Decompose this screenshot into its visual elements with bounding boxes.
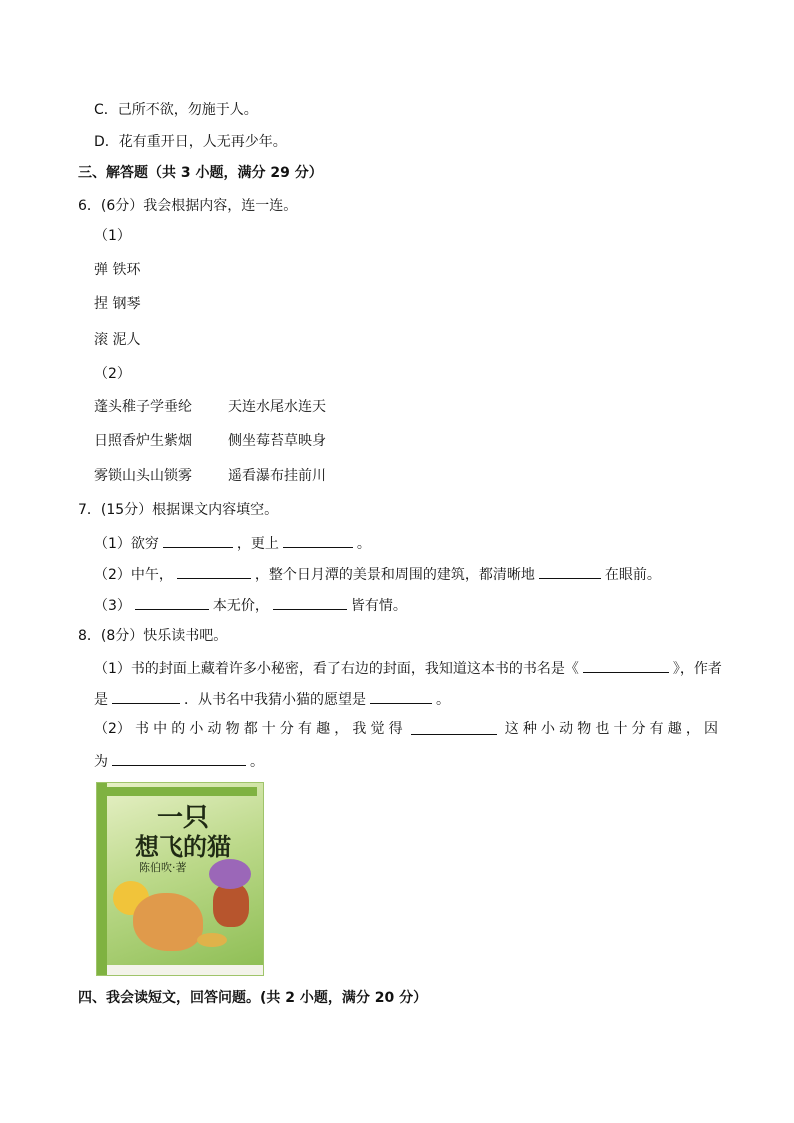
q6-part1-item: 滚 泥人 (94, 332, 141, 348)
text: 。 (436, 692, 450, 708)
q8-line-2 (94, 689, 450, 709)
q7-stem: 7．(15分）根据课文内容填空。 (78, 502, 279, 518)
q6-part2-left: 蓬头稚子学垂纶 (94, 399, 192, 415)
text: 在眼前。 (604, 567, 661, 583)
text: （2）中午， (94, 567, 173, 583)
text: 小 (541, 721, 555, 737)
cover-spine (97, 783, 107, 975)
cover-title-line-2: 想飞的猫 (135, 833, 231, 861)
text: 种 (522, 721, 537, 737)
text: 也 (595, 721, 610, 737)
q7-line-1 (94, 533, 371, 553)
text: 是 (94, 692, 108, 708)
text: 物 (577, 721, 592, 737)
answer-blank[interactable] (539, 564, 601, 579)
text: 本无价， (212, 598, 269, 614)
text: 中 (153, 721, 168, 737)
answer-blank[interactable] (283, 533, 353, 548)
text: 有 (298, 721, 313, 737)
q8-stem: 8．(8分）快乐读书吧。 (78, 628, 228, 644)
cover-author: 陈伯吹·著 (139, 861, 187, 874)
text: 趣 (667, 721, 682, 737)
answer-blank[interactable] (273, 595, 347, 610)
leaf-illustration (197, 933, 227, 947)
text: 都 (243, 721, 258, 737)
text: 。 (250, 754, 264, 770)
text: 动 (207, 721, 222, 737)
text: 》，作者 (672, 661, 722, 677)
text: 物 (225, 721, 240, 737)
text: ， (685, 721, 700, 737)
text: ，整个日月潭的美景和周围的建筑，都清晰地 (254, 567, 535, 583)
text: ，更上 (236, 536, 279, 552)
text: 有 (649, 721, 664, 737)
cat-illustration (133, 893, 203, 951)
text: 的 (171, 721, 186, 737)
cover-bottom-strip (107, 965, 263, 975)
answer-blank[interactable] (112, 751, 246, 766)
q6-stem: 6．(6分）我会根据内容，连一连。 (78, 198, 298, 214)
q8-line-4 (94, 751, 264, 771)
text: ， (334, 721, 349, 737)
cover-title-line-1: 一只 (157, 803, 210, 833)
answer-blank[interactable] (583, 658, 669, 673)
q6-part2-right: 遥看瀑布挂前川 (228, 468, 326, 484)
text: 为 (94, 754, 108, 770)
option-d: D．花有重开日，人无再少年。 (94, 134, 287, 150)
text: ．从书名中我猜小猫的愿望是 (184, 692, 366, 708)
text: 因 (703, 721, 718, 737)
answer-blank[interactable] (163, 533, 233, 548)
text: 我 (352, 721, 367, 737)
q6-part1-item: 捏 钢琴 (94, 296, 141, 312)
q6-part2-right: 侧坐莓苔草映身 (228, 433, 326, 449)
answer-blank[interactable] (370, 689, 432, 704)
cover-top-banner (107, 787, 257, 796)
q6-part2-label: （2） (94, 366, 131, 382)
text: （2） (94, 721, 131, 737)
q8-line-1 (94, 658, 722, 678)
text: （1）书的封面上藏着许多小秘密，看了右边的封面，我知道这本书的书名是《 (94, 661, 579, 677)
text: 皆有情。 (350, 598, 407, 614)
text: 这 (504, 721, 519, 737)
answer-blank[interactable] (135, 595, 209, 610)
answer-blank[interactable] (177, 564, 251, 579)
q6-part2-right: 天连水尾水连天 (228, 399, 326, 415)
text: 小 (189, 721, 204, 737)
text: 书 (135, 721, 150, 737)
q6-part1-item: 弹 铁环 (94, 262, 141, 278)
answer-blank[interactable] (112, 689, 180, 704)
option-c: C．己所不欲，勿施于人。 (94, 102, 258, 118)
rooster-illustration (213, 883, 249, 927)
q7-line-2 (94, 564, 661, 584)
q6-part2-left: 雾锁山头山锁雾 (94, 468, 192, 484)
text: 分 (631, 721, 646, 737)
text: 十 (261, 721, 276, 737)
text: 趣 (316, 721, 331, 737)
text: （3） (94, 598, 131, 614)
text: （1）欲穷 (94, 536, 159, 552)
text: 十 (613, 721, 628, 737)
cover-badge (209, 859, 251, 889)
q6-part2-left: 日照香炉生紫烟 (94, 433, 192, 449)
text: 。 (356, 536, 371, 552)
q6-part1-label: （1） (94, 228, 131, 244)
text: 动 (559, 721, 574, 737)
book-cover-image (96, 782, 264, 976)
answer-blank[interactable] (411, 720, 497, 735)
section-3-title: 三、解答题（共 3 小题，满分 29 分） (78, 165, 323, 181)
text: 觉 (370, 721, 385, 737)
text: 分 (279, 721, 294, 737)
section-4-title: 四、我会读短文，回答问题。(共 2 小题，满分 20 分） (78, 990, 428, 1006)
q7-line-3 (94, 595, 407, 615)
text: 得 (388, 721, 403, 737)
q8-line-3 (94, 720, 718, 738)
